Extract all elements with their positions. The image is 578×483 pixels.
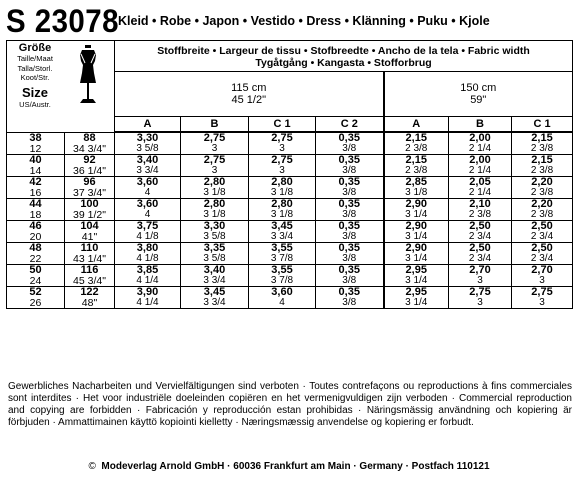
- size-cell: [7, 132, 65, 155]
- yard-value: 2 3/8: [530, 187, 554, 198]
- yardage-cell: [115, 177, 181, 199]
- yard-value: 3 3/4: [270, 231, 294, 242]
- yard-value: 3: [539, 275, 545, 286]
- col-header: C 1: [512, 117, 573, 133]
- yard-value: 3 1/8: [405, 187, 428, 198]
- width-115-cm: 115 cm: [231, 82, 267, 94]
- us-size-value: 14: [29, 165, 42, 177]
- yardage-cell: [115, 132, 181, 155]
- meter-value: 3,90: [136, 286, 159, 298]
- size-cell: [7, 287, 65, 309]
- size-value: 52: [29, 286, 42, 298]
- pattern-title: Kleid • Robe • Japon • Vestido • Dress • Klänning • Puku • Kjole: [118, 14, 490, 28]
- yard-value: 3 3/4: [203, 297, 226, 308]
- yardage-cell: [181, 287, 249, 309]
- us-size-value: 22: [29, 253, 42, 265]
- yard-value: 3 1/4: [405, 253, 428, 264]
- meter-value: 3,45: [271, 220, 293, 232]
- meter-value: 2,90: [405, 242, 427, 254]
- yardage-cell: [249, 132, 316, 155]
- yard-value: 4 1/4: [136, 275, 159, 286]
- yard-value: 3: [477, 275, 483, 286]
- meter-value: 2,05: [469, 176, 491, 188]
- meter-value: 0,35: [338, 198, 360, 210]
- yardage-cell: [316, 132, 384, 155]
- bust-inch-value: 43 1/4": [73, 253, 106, 265]
- yardage-cell: [249, 265, 316, 287]
- meter-value: 2,15: [531, 154, 553, 166]
- legal-notice: Gewerbliches Nacharbeiten und Vervielfältigungen sind verboten · Toutes contrefaçons ou reproductions à fins commerciales sont interdites · Het voor industriële doeleinden copiëren en het vermenigvuldigen zijn verboden · Commercial reproduction and copying are forbidden · Fabricación y reproducción estan prohibidas · Näringsmässig användning och kopiering är förbjuden · Ammattimainen käyttö kopiointi kielletty · Næringsmæssig anvendelse og kopiering er forbudt.: [8, 381, 572, 428]
- bust-cm-value: 88: [83, 131, 96, 144]
- size-cell: [7, 243, 65, 265]
- yardage-cell: [249, 155, 316, 177]
- yardage-cell: [181, 265, 249, 287]
- yardage-cell: [181, 177, 249, 199]
- meter-value: 2,80: [203, 198, 226, 210]
- meter-value: 2,80: [271, 176, 293, 188]
- yardage-cell: [249, 287, 316, 309]
- size-cell: [7, 221, 65, 243]
- yard-value: 2 1/4: [468, 165, 492, 176]
- size-value: 46: [29, 220, 42, 232]
- us-size-value: 26: [29, 297, 42, 309]
- meter-value: 2,10: [469, 198, 491, 210]
- meter-value: 3,35: [203, 242, 226, 254]
- meter-value: 2,20: [531, 176, 553, 188]
- yardage-cell: [249, 221, 316, 243]
- meter-value: 2,75: [271, 132, 293, 144]
- meter-value: 2,00: [469, 154, 491, 166]
- bust-cell: [65, 177, 115, 199]
- yard-value: 3/8: [342, 297, 357, 308]
- meter-value: 2,70: [469, 264, 491, 276]
- yard-value: 3: [539, 297, 545, 308]
- bust-inch-value: 37 3/4": [73, 187, 106, 199]
- yardage-cell: [181, 243, 249, 265]
- yardage-cell: [449, 265, 512, 287]
- size-label: Size: [21, 84, 48, 100]
- meter-value: 2,80: [271, 198, 293, 210]
- size-row: [7, 265, 573, 287]
- size-sub-2: Talla/Storl.: [17, 63, 53, 73]
- col-header: C 1: [249, 117, 316, 133]
- size-chart: [6, 40, 573, 309]
- yardage-cell: [449, 287, 512, 309]
- meter-value: 0,35: [338, 176, 360, 188]
- bust-cm-value: 96: [83, 176, 96, 188]
- meter-value: 0,35: [338, 132, 360, 144]
- yardage-cell: [449, 199, 512, 221]
- yard-value: 4 1/4: [136, 297, 159, 308]
- yard-value: 3 1/4: [405, 231, 428, 242]
- size-corner-cell: [7, 41, 115, 133]
- size-cell: [7, 265, 65, 287]
- yardage-cell: [512, 243, 573, 265]
- meter-value: 2,50: [531, 220, 553, 232]
- bust-cell: [65, 287, 115, 309]
- yard-value: 3/8: [342, 231, 357, 242]
- fabric-width-line2: Tygåtgång • Kangasta • Stofforbrug: [255, 57, 432, 69]
- yard-value: 3/8: [342, 209, 357, 220]
- yard-value: 2 3/4: [530, 253, 554, 264]
- yard-value: 2 3/4: [468, 231, 492, 242]
- yardage-cell: [512, 132, 573, 155]
- yardage-cell: [115, 287, 181, 309]
- yard-value: 2 3/4: [468, 253, 492, 264]
- yard-value: 4 1/8: [136, 253, 159, 264]
- meter-value: 2,15: [405, 154, 427, 166]
- meter-value: 2,90: [405, 220, 427, 232]
- meter-value: 2,15: [405, 132, 427, 144]
- meter-value: 3,60: [271, 286, 293, 298]
- meter-value: 3,30: [203, 220, 226, 232]
- yard-value: 3 3/4: [136, 165, 159, 176]
- us-size-value: 20: [29, 231, 42, 243]
- size-value: 42: [29, 176, 42, 188]
- size-row: [7, 243, 573, 265]
- yardage-cell: [449, 155, 512, 177]
- yardage-cell: [316, 243, 384, 265]
- yardage-cell: [384, 132, 449, 155]
- yardage-cell: [249, 243, 316, 265]
- col-header: B: [181, 117, 249, 133]
- yard-value: 3 3/4: [203, 275, 226, 286]
- meter-value: 3,55: [271, 242, 293, 254]
- yard-value: 3: [279, 165, 285, 176]
- yard-value: 2 3/8: [405, 143, 428, 154]
- yard-value: 3 1/8: [270, 209, 294, 220]
- meter-value: 2,95: [405, 264, 427, 276]
- yard-value: 3 5/8: [203, 231, 226, 242]
- yardage-cell: [384, 177, 449, 199]
- yard-value: 3: [279, 143, 285, 154]
- col-header: A: [384, 117, 449, 133]
- yardage-cell: [512, 221, 573, 243]
- us-size-value: 24: [29, 275, 42, 287]
- bust-cm-value: 110: [80, 242, 99, 254]
- yardage-cell: [512, 265, 573, 287]
- yardage-cell: [512, 155, 573, 177]
- yard-value: 4 1/8: [136, 231, 159, 242]
- yardage-cell: [115, 155, 181, 177]
- size-value: 38: [29, 131, 42, 144]
- meter-value: 2,70: [531, 264, 553, 276]
- yardage-cell: [181, 221, 249, 243]
- yard-value: 3/8: [342, 165, 357, 176]
- size-cell: [7, 177, 65, 199]
- meter-value: 3,80: [136, 242, 159, 254]
- yardage-cell: [316, 265, 384, 287]
- size-sub-3: Koot/Str.: [20, 73, 50, 82]
- bust-cell: [65, 155, 115, 177]
- yard-value: 3 1/4: [405, 297, 428, 308]
- yard-value: 3 5/8: [203, 253, 226, 264]
- bust-cell: [65, 243, 115, 265]
- meter-value: 2,95: [405, 286, 427, 298]
- copyright-symbol: ©: [88, 461, 96, 472]
- col-header: B: [449, 117, 512, 133]
- yardage-cell: [449, 132, 512, 155]
- meter-value: 2,75: [271, 154, 293, 166]
- yard-value: 2 3/8: [468, 209, 492, 220]
- meter-value: 0,35: [338, 154, 360, 166]
- yardage-cell: [449, 243, 512, 265]
- yard-value: 2 3/8: [405, 165, 428, 176]
- yard-value: 3 1/8: [270, 187, 294, 198]
- yard-value: 3/8: [342, 275, 357, 286]
- yardage-cell: [181, 199, 249, 221]
- us-size-value: 12: [29, 142, 42, 155]
- meter-value: 2,50: [469, 220, 491, 232]
- yard-value: 3 7/8: [270, 275, 294, 286]
- size-row: [7, 199, 573, 221]
- width-150-inch: 59": [470, 94, 487, 106]
- us-size-value: 16: [29, 187, 42, 199]
- size-value: 44: [29, 198, 42, 210]
- yard-value: 3 7/8: [270, 253, 294, 264]
- bust-cell: [65, 132, 115, 155]
- pattern-code: S 23078: [6, 3, 119, 39]
- yardage-cell: [384, 155, 449, 177]
- yardage-cell: [316, 177, 384, 199]
- size-value: 48: [29, 242, 42, 254]
- yard-value: 3/8: [342, 143, 357, 154]
- yard-value: 3: [211, 165, 218, 176]
- yard-value: 2 1/4: [468, 143, 492, 154]
- bust-cm-value: 122: [80, 286, 99, 298]
- yardage-cell: [115, 221, 181, 243]
- meter-value: 3,85: [136, 264, 159, 276]
- size-rows: [7, 132, 573, 309]
- yardage-cell: [115, 243, 181, 265]
- bust-cell: [65, 221, 115, 243]
- bust-cm-value: 92: [83, 154, 96, 166]
- us-label: US/Austr.: [19, 99, 51, 109]
- yardage-cell: [449, 177, 512, 199]
- copyright-line: [0, 461, 578, 472]
- meter-value: 3,40: [203, 264, 226, 276]
- yardage-cell: [316, 287, 384, 309]
- meter-value: 3,40: [136, 154, 159, 166]
- meter-value: 0,35: [338, 264, 360, 276]
- yardage-cell: [384, 287, 449, 309]
- bust-inch-value: 45 3/4": [73, 275, 106, 287]
- yard-value: 3: [211, 143, 218, 154]
- meter-value: 2,20: [531, 198, 553, 210]
- yard-value: 2 3/8: [530, 209, 554, 220]
- meter-value: 2,75: [531, 286, 553, 298]
- yardage-cell: [512, 287, 573, 309]
- yardage-cell: [512, 199, 573, 221]
- bust-cell: [65, 199, 115, 221]
- yard-value: 4: [279, 297, 285, 308]
- yardage-cell: [316, 155, 384, 177]
- yard-value: 3 1/4: [405, 275, 428, 286]
- meter-value: 3,75: [136, 220, 159, 232]
- bust-cell: [65, 265, 115, 287]
- yard-value: 3 1/8: [203, 209, 226, 220]
- meter-value: 0,35: [338, 286, 360, 298]
- meter-value: 2,75: [203, 132, 226, 144]
- yardage-cell: [316, 221, 384, 243]
- us-size-value: 18: [29, 209, 42, 221]
- yardage-cell: [449, 221, 512, 243]
- yard-value: 2 1/4: [468, 187, 492, 198]
- meter-value: 2,85: [405, 176, 427, 188]
- pattern-header: [6, 4, 572, 38]
- width-115-cell: [115, 72, 384, 117]
- meter-value: 2,90: [405, 198, 427, 210]
- meter-value: 3,30: [136, 132, 159, 144]
- yard-value: 3/8: [342, 187, 357, 198]
- bust-inch-value: 34 3/4": [73, 142, 106, 155]
- width-150-cm: 150 cm: [460, 82, 497, 94]
- bust-cm-value: 100: [80, 198, 99, 210]
- publisher-address: Modeverlag Arnold GmbH · 60036 Frankfurt am Main · Germany · Postfach 110121: [101, 461, 490, 472]
- yard-value: 4: [144, 187, 151, 198]
- yardage-cell: [115, 265, 181, 287]
- yardage-cell: [384, 265, 449, 287]
- yard-value: 3 1/4: [405, 209, 428, 220]
- bust-cm-value: 104: [80, 220, 99, 232]
- yardage-cell: [181, 155, 249, 177]
- meter-value: 2,00: [469, 132, 491, 144]
- groesse-label: Größe: [18, 42, 52, 54]
- yard-value: 3 5/8: [136, 143, 159, 154]
- bust-inch-value: 48": [81, 297, 98, 309]
- size-cell: [7, 199, 65, 221]
- meter-value: 0,35: [338, 242, 360, 254]
- fabric-width-line1: Stoffbreite • Largeur de tissu • Stofbreedte • Ancho de la tela • Fabric width: [157, 45, 530, 57]
- meter-value: 2,80: [203, 176, 226, 188]
- size-row: [7, 221, 573, 243]
- yard-value: 3/8: [342, 253, 357, 264]
- bust-inch-value: 39 1/2": [73, 209, 106, 221]
- dress-form-icon: [77, 45, 99, 107]
- yard-value: 2 3/8: [530, 165, 554, 176]
- yard-value: 3: [477, 297, 483, 308]
- width-115-inch: 45 1/2": [231, 94, 266, 106]
- size-sub-1: Taille/Maat: [17, 54, 53, 63]
- size-value: 50: [29, 264, 42, 276]
- size-row: [7, 155, 573, 177]
- meter-value: 2,50: [531, 242, 553, 254]
- size-row: [7, 177, 573, 199]
- yardage-cell: [384, 221, 449, 243]
- yard-value: 4: [144, 209, 151, 220]
- yardage-cell: [384, 199, 449, 221]
- yard-value: 2 3/8: [530, 143, 554, 154]
- meter-value: 2,75: [203, 154, 226, 166]
- meter-value: 0,35: [338, 220, 360, 232]
- width-150-cell: [384, 72, 573, 117]
- col-header: A: [115, 117, 181, 133]
- meter-value: 2,75: [469, 286, 491, 298]
- meter-value: 2,50: [469, 242, 491, 254]
- bust-cm-value: 116: [80, 264, 99, 276]
- col-header: C 2: [316, 117, 384, 133]
- meter-value: 3,45: [203, 286, 226, 298]
- bust-inch-value: 41": [81, 231, 98, 243]
- size-cell: [7, 155, 65, 177]
- meter-value: 3,60: [136, 198, 159, 210]
- yardage-cell: [249, 177, 316, 199]
- meter-value: 2,15: [531, 132, 553, 144]
- yardage-cell: [181, 132, 249, 155]
- yardage-cell: [115, 199, 181, 221]
- yardage-cell: [384, 243, 449, 265]
- meter-value: 3,60: [136, 176, 159, 188]
- yardage-cell: [249, 199, 316, 221]
- yard-value: 2 3/4: [530, 231, 554, 242]
- size-value: 40: [29, 154, 42, 166]
- size-row: [7, 287, 573, 309]
- yardage-cell: [316, 199, 384, 221]
- yardage-cell: [512, 177, 573, 199]
- bust-inch-value: 36 1/4": [73, 165, 106, 177]
- fabric-width-header: [115, 41, 573, 72]
- yard-value: 3 1/8: [203, 187, 226, 198]
- meter-value: 3,55: [271, 264, 293, 276]
- size-row: [7, 132, 573, 155]
